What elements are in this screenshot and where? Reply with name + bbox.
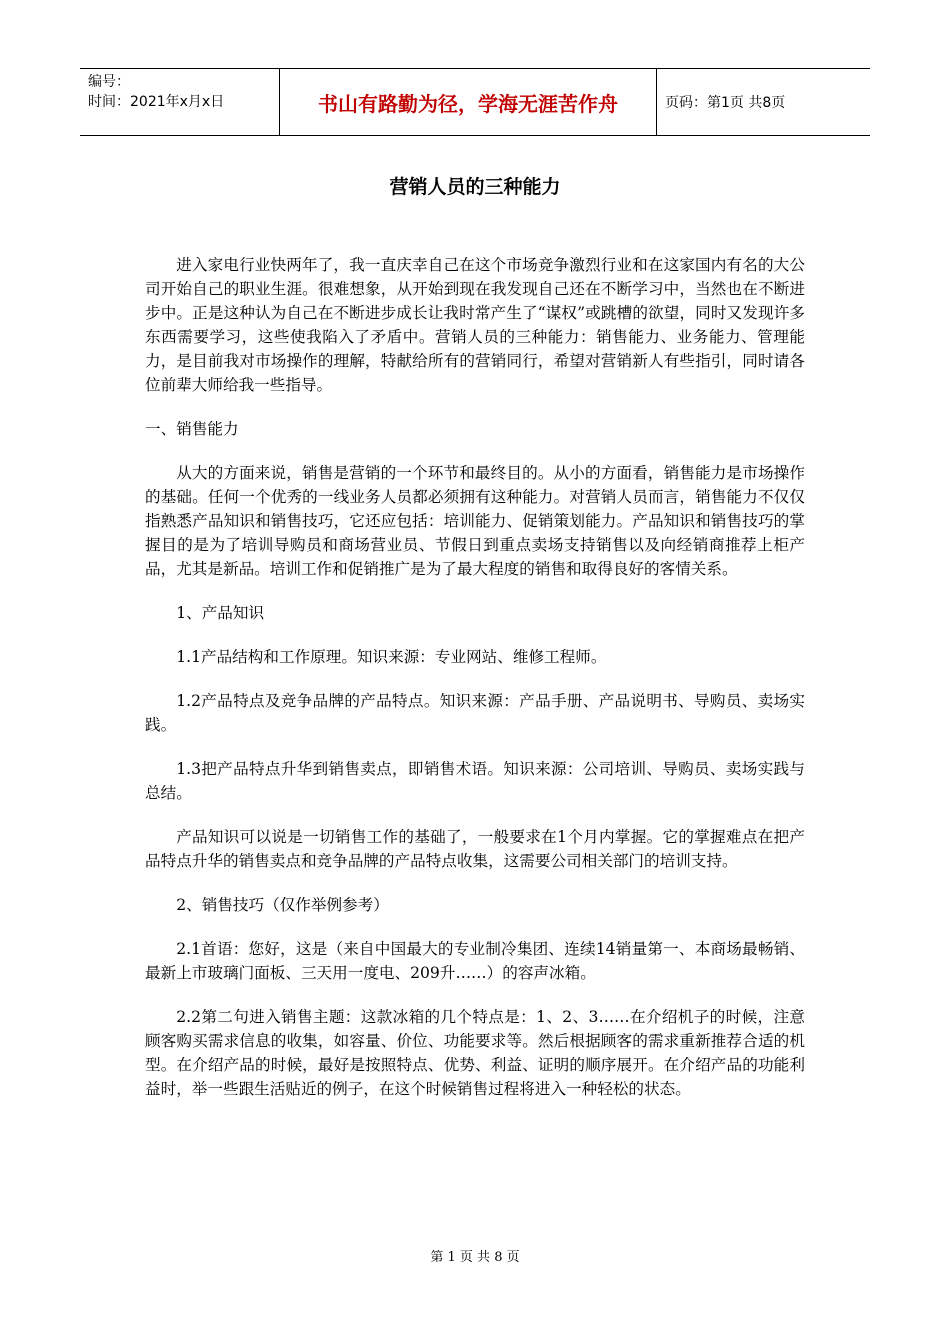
number-label: 编号： xyxy=(88,74,130,90)
section-heading: 一、销售能力 xyxy=(145,420,239,438)
header-motto: 书山有路勤为径，学海无涯苦作舟 xyxy=(280,69,657,135)
document-header xyxy=(80,68,870,136)
list-item: 1.1产品结构和工作原理。知识来源：专业网站、维修工程师。 xyxy=(176,648,607,666)
paragraph: 从大的方面来说，销售是营销的一个环节和最终目的。从小的方面看，销售能力是市场操作的基础。任何一个优秀的一线业务人员都必须拥有这种能力。对营销人员而言，销售能力不仅仅指熟悉产品知识和销售技巧，它还应包括：培训能力、促销策划能力。产品知识和销售技巧的掌握目的是为了培训导购员和商场营业员、节假日到重点卖场支持销售以及向经销商推荐上柜产品，尤其是新品。培训工作和促销推广是为了最大程度的销售和取得良好的客情关系。 xyxy=(145,464,805,578)
list-item: 2.1首语：您好，这是（来自中国最大的专业制冷集团、连续14销量第一、本商场最畅销、最新上市玻璃门面板、三天用一度电、209升……）的容声冰箱。 xyxy=(145,940,805,982)
document-title: 营销人员的三种能力 xyxy=(389,176,561,198)
header-page-info: 页码：第1页 共8页 xyxy=(665,95,786,111)
list-item: 1.3把产品特点升华到销售卖点，即销售术语。知识来源：公司培训、导购员、卖场实践与总结。 xyxy=(145,760,805,802)
date-label: 时间：2021年x月x日 xyxy=(88,94,225,110)
list-item: 2.2第二句进入销售主题：这款冰箱的几个特点是：1、2、3……在介绍机子的时候，注意顾客购买需求信息的收集，如容量、价位、功能要求等。然后根据顾客的需求重新推荐合适的机型。在介绍产品的时候，最好是按照特点、优势、利益、证明的顺序展开。在介绍产品的功能利益时，举一些跟生活贴近的例子，在这个时候销售过程将进入一种轻松的状态。 xyxy=(145,1008,805,1098)
paragraph: 产品知识可以说是一切销售工作的基础了，一般要求在1个月内掌握。它的掌握难点在把产品特点升华的销售卖点和竞争品牌的产品特点收集，这需要公司相关部门的培训支持。 xyxy=(145,828,805,870)
subsection-heading: 1、产品知识 xyxy=(176,604,265,622)
document-body xyxy=(145,253,805,1121)
paragraph-intro: 进入家电行业快两年了，我一直庆幸自己在这个市场竞争激烈行业和在这家国内有名的大公司开始自己的职业生涯。很难想象，从开始到现在我发现自己还在不断学习中，当然也在不断进步中。正是这种认为自己在不断进步成长让我时常产生了“谋权”或跳槽的欲望，同时又发现许多东西需要学习，这些使我陷入了矛盾中。营销人员的三种能力：销售能力、业务能力、管理能力，是目前我对市场操作的理解，特献给所有的营销同行，希望对营销新人有些指引，同时请各位前辈大师给我一些指导。 xyxy=(145,256,805,394)
subsection-heading: 2、销售技巧（仅作举例参考） xyxy=(176,896,389,914)
page-footer: 第 1 页 共 8 页 xyxy=(430,1250,520,1265)
list-item: 1.2产品特点及竞争品牌的产品特点。知识来源：产品手册、产品说明书、导购员、卖场实践。 xyxy=(145,692,805,734)
header-meta xyxy=(80,69,280,135)
